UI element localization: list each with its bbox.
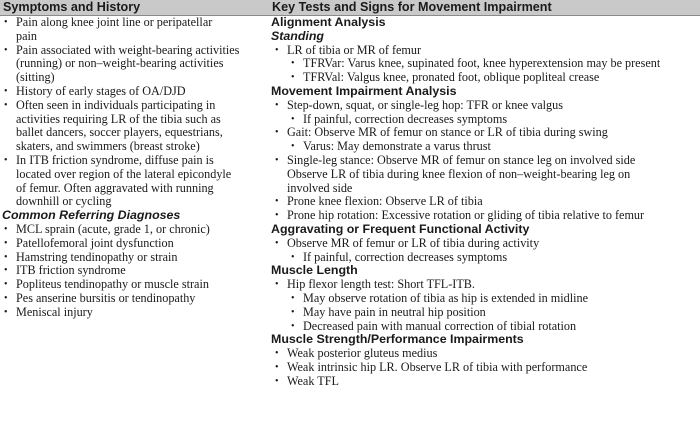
list-subitem: • Varus: May demonstrate a varus thrust [291, 139, 491, 154]
list-item: • Hamstring tendinopathy or strain [4, 249, 178, 264]
bullet-icon: • [4, 17, 8, 28]
list-subitem: • May observe rotation of tibia as hip is extended in midline [291, 290, 588, 305]
standing-subheading: Standing [271, 28, 324, 43]
list-subitem: • If painful, correction decreases symptoms [291, 111, 508, 126]
bullet-icon: • [4, 279, 8, 291]
bullet-icon: • [275, 44, 279, 56]
bullet-icon: • [4, 237, 8, 249]
bullet-icon: • [4, 292, 8, 304]
list-subitem: • TFRVal: Valgus knee, pronated foot, oblique popliteal crease [291, 70, 600, 85]
bullet-icon: • [275, 237, 279, 249]
bullet-icon: • [291, 292, 295, 304]
symptoms-column [0, 16, 262, 320]
list-subitem: • TFRVar: Varus knee, supinated foot, knee hyperextension may be present [291, 56, 661, 71]
muscle-length-heading: Muscle Length [271, 263, 358, 278]
bullet-icon: • [275, 348, 279, 360]
list-item: • Prone knee flexion: Observe LR of tibia [275, 194, 483, 209]
strength-heading: Muscle Strength/Performance Impairments [271, 332, 524, 347]
list-subitem: • May have pain in neutral hip position [291, 304, 486, 319]
list-item: • Pain along knee joint line or peripatellar pain [4, 15, 213, 43]
bullet-icon: • [291, 141, 295, 153]
list-item: • Weak intrinsic hip LR. Observe LR of tibia with performance [275, 359, 588, 374]
list-item: • Pes anserine bursitis or tendinopathy [4, 290, 196, 305]
bullet-icon: • [4, 265, 8, 277]
bullet-icon: • [291, 320, 295, 332]
bullet-icon: • [275, 154, 279, 166]
list-item: • Observe MR of femur or LR of tibia during activity [275, 235, 540, 250]
bullet-icon: • [4, 223, 8, 235]
list-subitem: • Decreased pain with manual correction of tibial rotation [291, 318, 577, 333]
list-item: • Pain associated with weight-bearing activities (running) or non–weight-bearing activities (sitting) [4, 42, 240, 85]
movement-heading: Movement Impairment Analysis [271, 83, 457, 98]
bullet-icon: • [4, 44, 8, 56]
aggravating-heading: Aggravating or Frequent Functional Activity [271, 221, 530, 236]
list-item: • Patellofemoral joint dysfunction [4, 235, 174, 250]
list-item: • ITB friction syndrome [4, 263, 126, 278]
list-item: • In ITB friction syndrome, diffuse pain is located over region of the lateral epicondyle of femur. Often aggravated with running downhill or cycling [4, 152, 232, 209]
tests-column [271, 16, 700, 389]
bullet-icon: • [4, 251, 8, 263]
list-item: • LR of tibia or MR of femur [275, 42, 422, 57]
bullet-icon: • [291, 251, 295, 263]
list-item: • Popliteus tendinopathy or muscle strain [4, 277, 209, 292]
bullet-icon: • [275, 210, 279, 222]
bullet-icon: • [275, 99, 279, 111]
list-subitem: • If painful, correction decreases symptoms [291, 249, 508, 264]
left-column-header: Symptoms and History [3, 0, 141, 14]
bullet-icon: • [275, 279, 279, 291]
list-item: • History of early stages of OA/DJD [4, 83, 186, 98]
list-item: • Often seen in individuals participating in activities requiring LR of the tibia such as ballet dancers, soccer players, equestrians, skaters, and swimmers (breast stroke) [4, 97, 223, 154]
list-item: • Prone hip rotation: Excessive rotation or gliding of tibia relative to femur [275, 208, 645, 223]
alignment-heading: Alignment Analysis [271, 15, 386, 29]
bullet-icon: • [275, 361, 279, 373]
bullet-icon: • [291, 306, 295, 318]
bullet-icon: • [4, 85, 8, 97]
list-item: • Weak TFL [275, 373, 339, 388]
bullet-icon: • [275, 196, 279, 208]
diagnoses-heading: Common Referring Diagnoses [2, 208, 181, 223]
bullet-icon: • [275, 375, 279, 387]
bullet-icon: • [291, 113, 295, 125]
list-item: • Gait: Observe MR of femur on stance or LR of tibia during swing [275, 125, 608, 140]
list-item: • Hip flexor length test: Short TFL-ITB. [275, 277, 475, 292]
table-header-row [0, 0, 700, 16]
bullet-icon: • [291, 72, 295, 84]
list-item: • MCL sprain (acute, grade 1, or chronic) [4, 221, 210, 236]
list-item: • Weak posterior gluteus medius [275, 346, 438, 361]
list-item: • Single-leg stance: Observe MR of femur on stance leg on involved side Observe LR of tibia during knee flexion of non–weight-bearing leg on involved side [275, 152, 636, 195]
bullet-icon: • [4, 99, 8, 111]
right-column-header: Key Tests and Signs for Movement Impairment [272, 0, 552, 14]
list-item: • Meniscal injury [4, 304, 93, 319]
bullet-icon: • [291, 58, 295, 70]
bullet-icon: • [4, 306, 8, 318]
bullet-icon: • [275, 127, 279, 139]
bullet-icon: • [4, 154, 8, 166]
list-item: • Step-down, squat, or single-leg hop: TFR or knee valgus [275, 97, 563, 112]
